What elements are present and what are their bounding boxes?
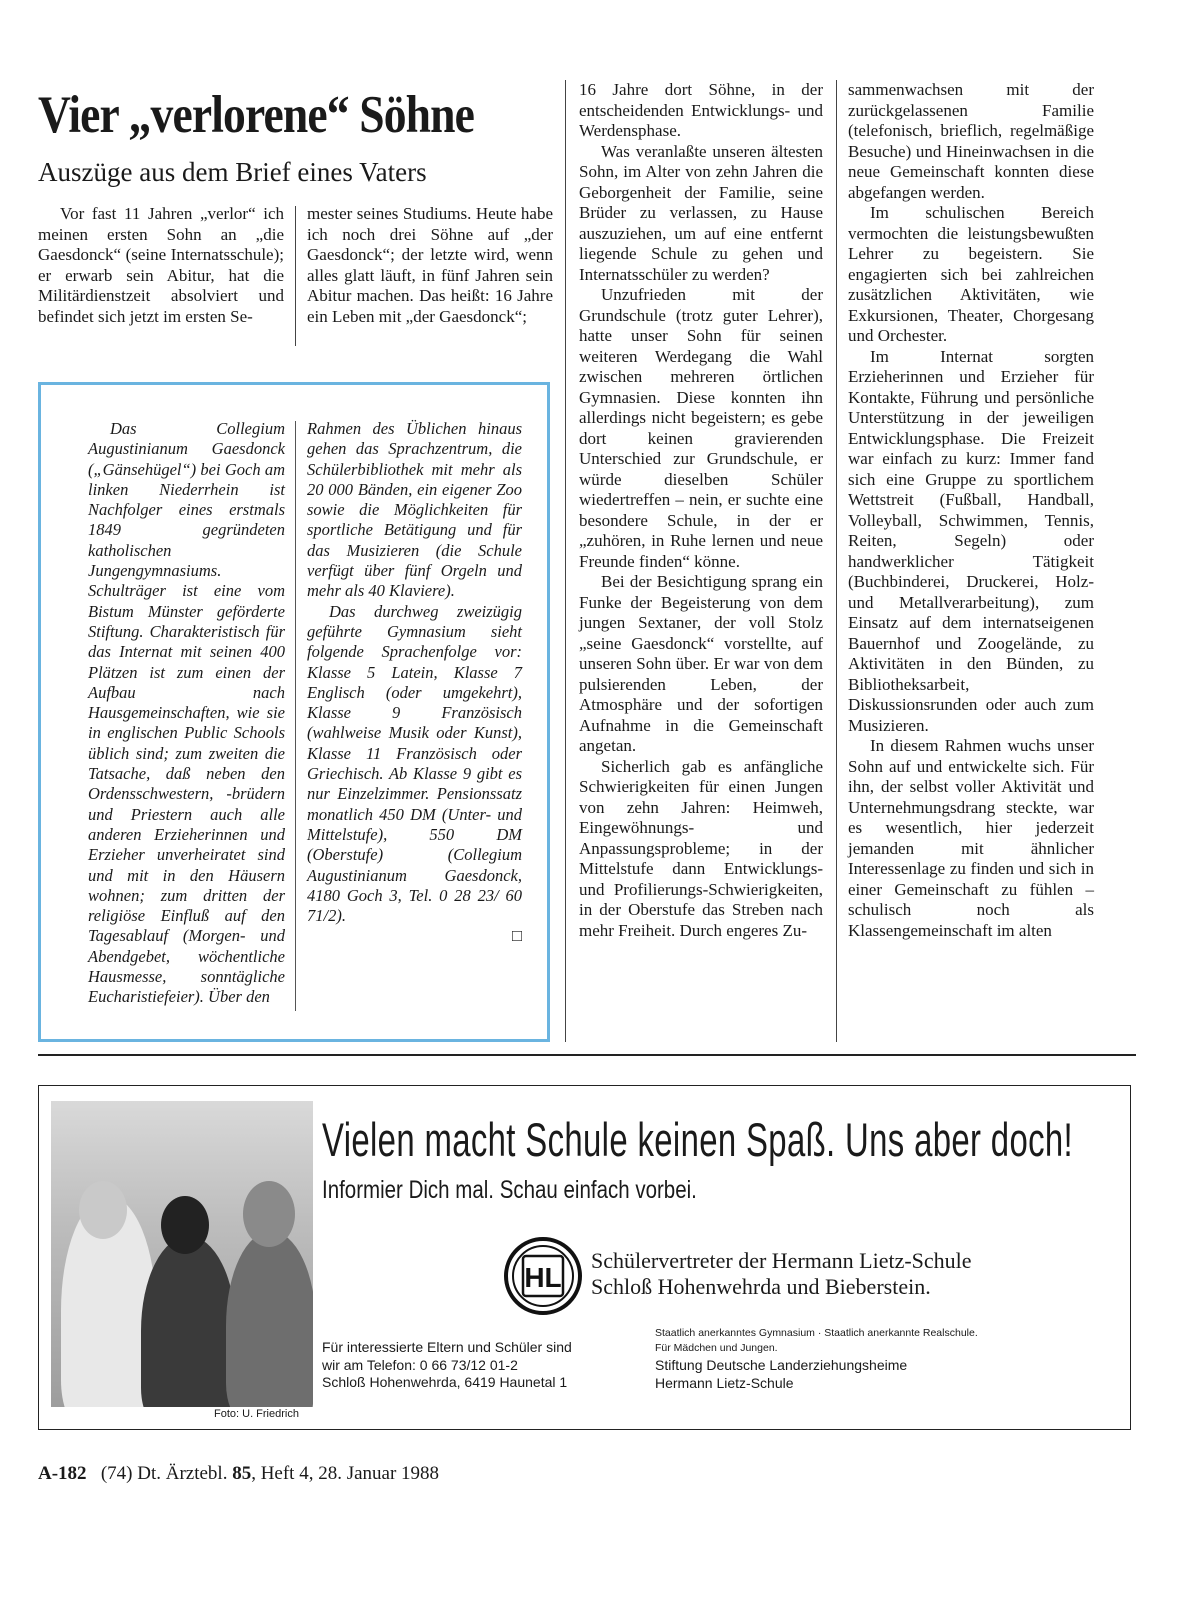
note-line-2: Für Mädchen und Jungen. bbox=[655, 1342, 778, 1354]
intro-paragraph-1: Vor fast 11 Jahren „verlor“ ich meinen ersten Sohn an „die Gaesdonck“ (seine Internatsschule); er erwarb sein Abitur, hat die Militärdienstzeit absolviert und befindet sich jetzt im ersten Se- bbox=[38, 204, 284, 326]
article-column-3 bbox=[579, 80, 823, 941]
intro-column-1 bbox=[38, 204, 284, 327]
info-box-paragraph-2: Rahmen des Üblichen hinaus gehen das Sprachzentrum, die Schülerbibliothek mit mehr als 20 000 Bänden, ein eigener Zoo sowie die Möglichkeiten für sportliche Betätigung und für das Musizieren (die Schule verfügt über fünf Orgeln und mehr als 40 Klaviere). bbox=[307, 419, 522, 601]
col4-paragraph-3: Im Internat sorgten Erzieherinnen und Erzieher für Kontakte, Führung und persönliche Unterstützung in der jeweiligen Entwicklungsphase. Die Freizeit war einfach zu kurz: Immer fand sich eine Gruppe zu sportlichem Wettstreit (Fußball, Handball, Volleyball, Schwimmen, Tennis, Reiten, Segeln) oder handwerklicher Tätigkeit (Buchbinderei, Druckerei, Holz- und Metallverarbeitung), zum Einsatz auf dem internatseigenen Bauernhof und Zoogelände, zu Aktivitäten in den Bünden, zu Bibliotheksarbeit, Diskussionsrunden oder auch zum Musizieren. bbox=[848, 346, 1094, 735]
note-line-4: Hermann Lietz-Schule bbox=[655, 1375, 794, 1391]
info-box-paragraph-3: Das durchweg zweizügig geführte Gymnasium sieht folgende Sprachenfolge vor: Klasse 5 Latein, Klasse 7 Englisch (oder umgekehrt), Klasse 9 Französisch (wahlweise Musik oder Kunst), Klasse 11 Französisch oder Griechisch. Ab Klasse 9 gibt es nur Einzelzimmer. Pensionssatz monatlich 450 DM (Unter- und Mittelstufe), 550 DM (Oberstufe) (Collegium Augustinianum Gaesdonck, 4180 Goch 3, Tel. 0 28 23/ 60 71/2). bbox=[307, 601, 522, 926]
column-divider bbox=[295, 206, 296, 346]
section-divider bbox=[38, 1054, 1136, 1056]
info-box bbox=[38, 382, 550, 1042]
col3-paragraph-3: Unzufrieden mit der Grundschule (trotz guter Lehrer), hatte unser Sohn für seinen weiteren Werdegang die Wahl zwischen mehreren örtlichen Gymnasien. Diese konnten ihn allerdings nicht begeistern; es gebe dort keinen gravierenden Unterschied zur Grundschule, er würde dieselben Schüler wiedertreffen – nein, er suchte eine besondere Schule, in der er „zuhören, in Ruhe lernen und neue Freunde finden“ könne. bbox=[579, 285, 823, 571]
logo-letters: HL bbox=[524, 1262, 562, 1293]
info-box-column-1 bbox=[88, 419, 285, 1008]
advertisement bbox=[38, 1085, 1131, 1430]
col3-paragraph-1: 16 Jahre dort Söhne, in der entscheidenden Entwicklungs- und Werdensphase. bbox=[579, 80, 823, 140]
end-mark: □ bbox=[512, 926, 522, 946]
column-divider bbox=[565, 80, 566, 1042]
col3-paragraph-5: Sicherlich gab es anfängliche Schwierigkeiten für einen Jungen von zehn Jahren: Heimweh, Eingewöhnungs- und Anpassungsprobleme; in der Mittelstufe dann Entwicklungs- und Profilierungs-Schwierigkeiten, in der Oberstufe das Streben nach mehr Freiheit. Durch engeres Zu- bbox=[579, 756, 823, 940]
info-box-column-2 bbox=[307, 419, 522, 947]
article-column-4 bbox=[848, 80, 1094, 941]
contact-line-3: Schloß Hohenwehrda, 6419 Haunetal 1 bbox=[322, 1374, 568, 1390]
col4-paragraph-1: sammenwachsen mit der zurückgelassenen Familie (telefonisch, brieflich, regelmäßige Besuche) und Hineinwachsen in die neue Gemeinschaft konnten diese abgefangen werden. bbox=[848, 80, 1094, 202]
school-line-2: Schloß Hohenwehrda und Bieberstein. bbox=[591, 1274, 931, 1299]
contact-info bbox=[322, 1339, 572, 1392]
students-photo bbox=[51, 1101, 313, 1407]
intro-column-2 bbox=[307, 204, 553, 327]
page-number: A-182 bbox=[38, 1463, 87, 1484]
page-footer bbox=[38, 1463, 439, 1485]
school-notes bbox=[655, 1326, 978, 1392]
journal-name: Dt. Ärztebl. bbox=[137, 1463, 228, 1484]
issue-date: , Heft 4, 28. Januar 1988 bbox=[251, 1463, 440, 1484]
intro-paragraph-2: mester seines Studiums. Heute habe ich noch drei Söhne auf „der Gaesdonck“; der letzte wird, wenn alles glatt läuft, in fünf Jahren sein Abitur machen. Das heißt: 16 Jahre ein Leben mit „der Gaesdonck“; bbox=[307, 204, 553, 326]
info-box-divider bbox=[295, 421, 296, 1011]
volume-number: 85 bbox=[232, 1463, 252, 1484]
photo-credit: Foto: U. Friedrich bbox=[214, 1408, 299, 1420]
ad-headline: Vielen macht Schule keinen Spaß. Uns aber doch! bbox=[322, 1113, 1074, 1166]
info-box-paragraph-1: Das Collegium Augustinianum Gaesdonck („Gänsehügel“) bei Goch am linken Niederrhein ist Nachfolger eines erstmals 1849 gegründeten katholischen Jungengymnasiums. Schulträger ist eine vom Bistum Münster geförderte Stiftung. Charakteristisch für das Internat mit seinen 400 Plätzen ist zum einen der Aufbau nach Hausgemeinschaften, wie sie in englischen Public Schools üblich sind; zum zweiten die Tatsache, daß neben den Ordensschwestern, -brüdern und Priestern auch alle anderen Erzieherinnen und Erzieher unverheiratet sind und mit in den Häusern wohnen; zum dritten der religiöse Einfluß auf den Tagesablauf (Morgen- und Abendgebet, wöchentliche Hausmesse, sonntägliche Eucharistiefeier). Über den bbox=[88, 419, 285, 1007]
note-line-3: Stiftung Deutsche Landerziehungsheime bbox=[655, 1357, 908, 1373]
contact-line-2: wir am Telefon: 0 66 73/12 01-2 bbox=[322, 1356, 518, 1373]
col4-paragraph-4: In diesem Rahmen wuchs unser Sohn auf und entwickelte sich. Für ihn, der selbst voller Aktivität und Unternehmungsdrang steckte, war es wesentlich, hier jederzeit jemanden mit ähnlicher Interessenlage zu finden und sich in einer Gemeinschaft zu fühlen – schulisch noch als Klassengemeinschaft im alten bbox=[848, 736, 1094, 940]
article-subtitle: Auszüge aus dem Brief eines Vaters bbox=[38, 157, 427, 187]
article-title: Vier „verlorene“ Söhne bbox=[38, 86, 474, 144]
col4-paragraph-2: Im schulischen Bereich vermochten die leistungsbewußten Lehrer zu begeistern. Sie engagierten sich bei zahlreichen zusätzlichen Aktivitäten, wie Exkursionen, Theater, Chorgesang und Orchester. bbox=[848, 203, 1094, 345]
contact-line-1: Für interessierte Eltern und Schüler sind bbox=[322, 1339, 572, 1355]
school-logo-icon bbox=[503, 1236, 583, 1316]
issue-number: (74) bbox=[100, 1463, 133, 1484]
ad-subline: Informier Dich mal. Schau einfach vorbei. bbox=[322, 1176, 697, 1204]
school-name bbox=[591, 1248, 972, 1300]
school-line-1: Schülervertreter der Hermann Lietz-Schule bbox=[591, 1248, 972, 1273]
col3-paragraph-4: Bei der Besichtigung sprang ein Funke der Begeisterung von dem jungen Sextaner, der voll Stolz „seine Gaesdonck“ vorstellte, auf unseren Sohn über. Er war von dem pulsierenden Leben, der Atmosphäre und der sofortigen Aufnahme in die Gemeinschaft angetan. bbox=[579, 572, 823, 755]
column-divider bbox=[836, 80, 837, 1042]
col3-paragraph-2: Was veranlaßte unseren ältesten Sohn, im Alter von zehn Jahren die Geborgenheit der Familie, seine Brüder zu verlassen, zu Hause auszuziehen, um auf eine entfernt liegende Schule zu gehen und Internatsschüler zu werden? bbox=[579, 141, 823, 284]
note-line-1: Staatlich anerkanntes Gymnasium · Staatlich anerkannte Realschule. bbox=[655, 1327, 978, 1339]
